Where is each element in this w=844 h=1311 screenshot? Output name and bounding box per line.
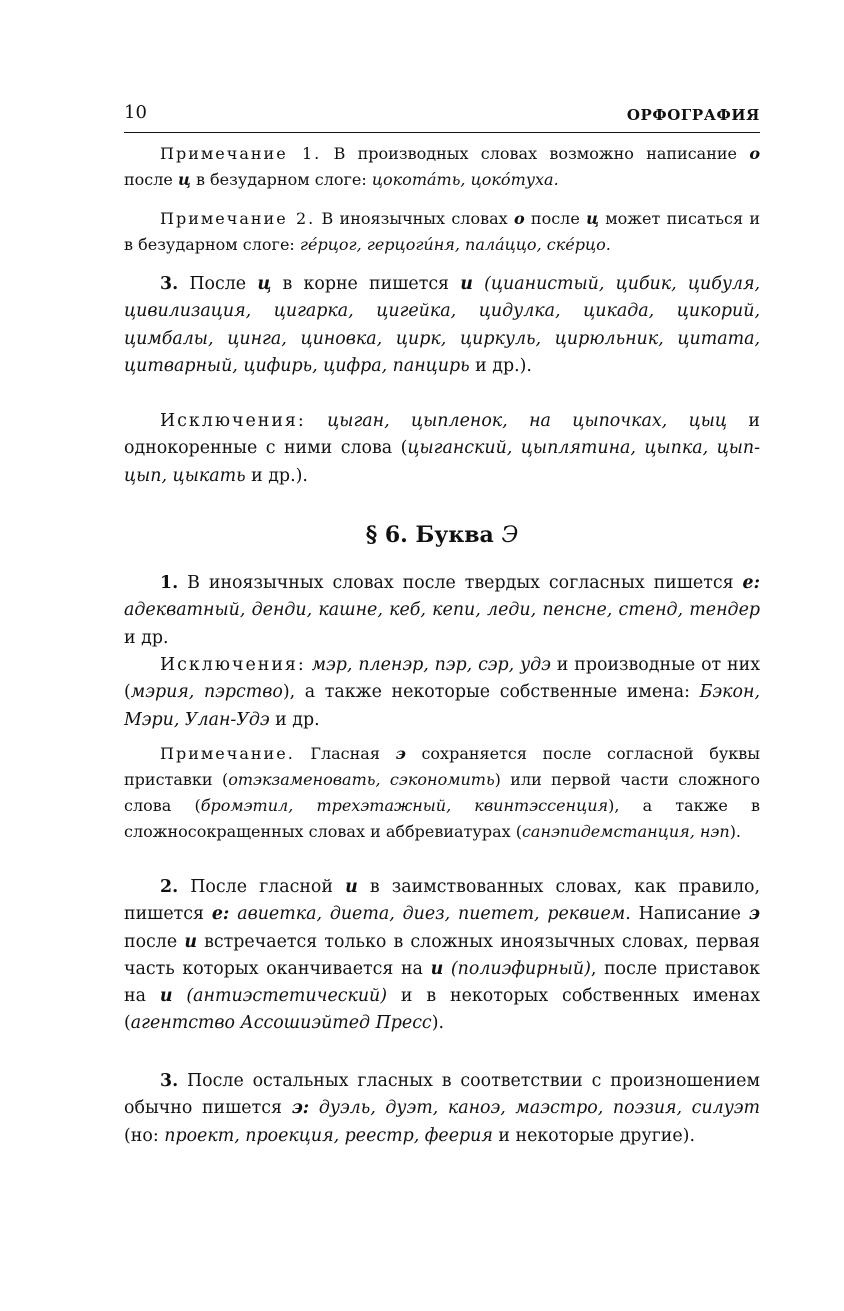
rule-3-examples: (цианистый, цибик, цибуля, цивилизация, цигарка, цигейка, цидулка, цикада, цикорий, цимбалы, цинга, циновка, цирк, циркуль, цирюльник, цитата, цитварный, цифирь, цифра, панцирь — [124, 274, 761, 376]
note-2-examples: ге́рцог, герцоги́ня, пала́ццо, ске́рцо. — [299, 235, 611, 254]
note-2: Примечание 2. В иноязычных словах о после ц может писаться и в безударном слоге: ге́рцог, герцоги́ня, пала́ццо, ске́рцо. — [124, 209, 760, 254]
exceptions-1-label: Исключения: — [160, 411, 306, 431]
page-header — [124, 102, 760, 133]
note-3-label: Примечание. — [160, 744, 295, 763]
section-6-rule-1: 1. В иноязычных словах после твердых согласных пишется е: адекватный, денди, кашне, кеб, кепи, леди, пенсне, стенд, тендер и др. — [124, 573, 761, 648]
note-2-label: Примечание 2. — [160, 209, 316, 228]
note-1-examples: цокота́ть, цоко́туха. — [371, 170, 559, 189]
note-1: Примечание 1. В производных словах возможно написание о после ц в безударном слоге: цокота́ть, цоко́туха. — [124, 144, 760, 189]
section-heading: § 6. Буква Э — [365, 522, 519, 548]
section-6-rule-2: 2. После гласной и в заимствованных словах, как правило, пишется е: авиетка, диета, диез, пиетет, реквием. Написание э после и встречается только в сложных иноязычных словах, первая часть которых оканчивается на и (полиэфирный), после приставок на и (антиэстетический) и в некоторых собственных именах (агентство Ассошиэйтед Пресс). — [124, 877, 761, 1034]
exceptions-2-label: Исключения: — [160, 655, 306, 675]
exceptions-2: Исключения: мэр, пленэр, пэр, сэр, удэ и производные от них (мэрия, пэрство), а также некоторые собственные имена: Бэкон, Мэри, Улан-Удэ и др. — [124, 655, 761, 730]
exceptions-1: Исключения: цыган, цыпленок, на цыпочках, цыц и однокоренные с ними слова (цыганский, цыплятина, цыпка, цып-цып, цыкать и др.). — [124, 411, 761, 486]
rule-3-paragraph: 3. После ц в корне пишется и (цианистый, цибик, цибуля, цивилизация, цигарка, цигейка, цидулка, цикада, цикорий, цимбалы, цинга, циновка, цирк, циркуль, цирюльник, цитата, цитварный, цифирь, цифра, панцирь и др.). — [124, 274, 761, 376]
note-3: Примечание. Гласная э сохраняется после согласной буквы приставки (отэкзаменовать, сэкономить) или первой части сложного слова (бромэтил, трехэтажный, квинтэссенция), а также в сложносокращенных словах и аббревиатурах (санэпидемстанция, нэп). — [124, 744, 761, 841]
note-1-label: Примечание 1. — [160, 144, 322, 163]
section-6-rule-1-examples: адекватный, денди, кашне, кеб, кепи, леди, пенсне, стенд, тендер — [124, 600, 760, 621]
running-title: ОРФОГРАФИЯ — [626, 106, 760, 124]
section-heading-letter: Э — [501, 523, 519, 548]
section-6-rule-3: 3. После остальных гласных в соответствии с произношением обычно пишется э: дуэль, дуэт, каноэ, маэстро, поэзия, силуэт (но: проект, проекция, реестр, феерия и некоторые другие). — [124, 1071, 761, 1146]
page-number: 10 — [124, 102, 147, 123]
